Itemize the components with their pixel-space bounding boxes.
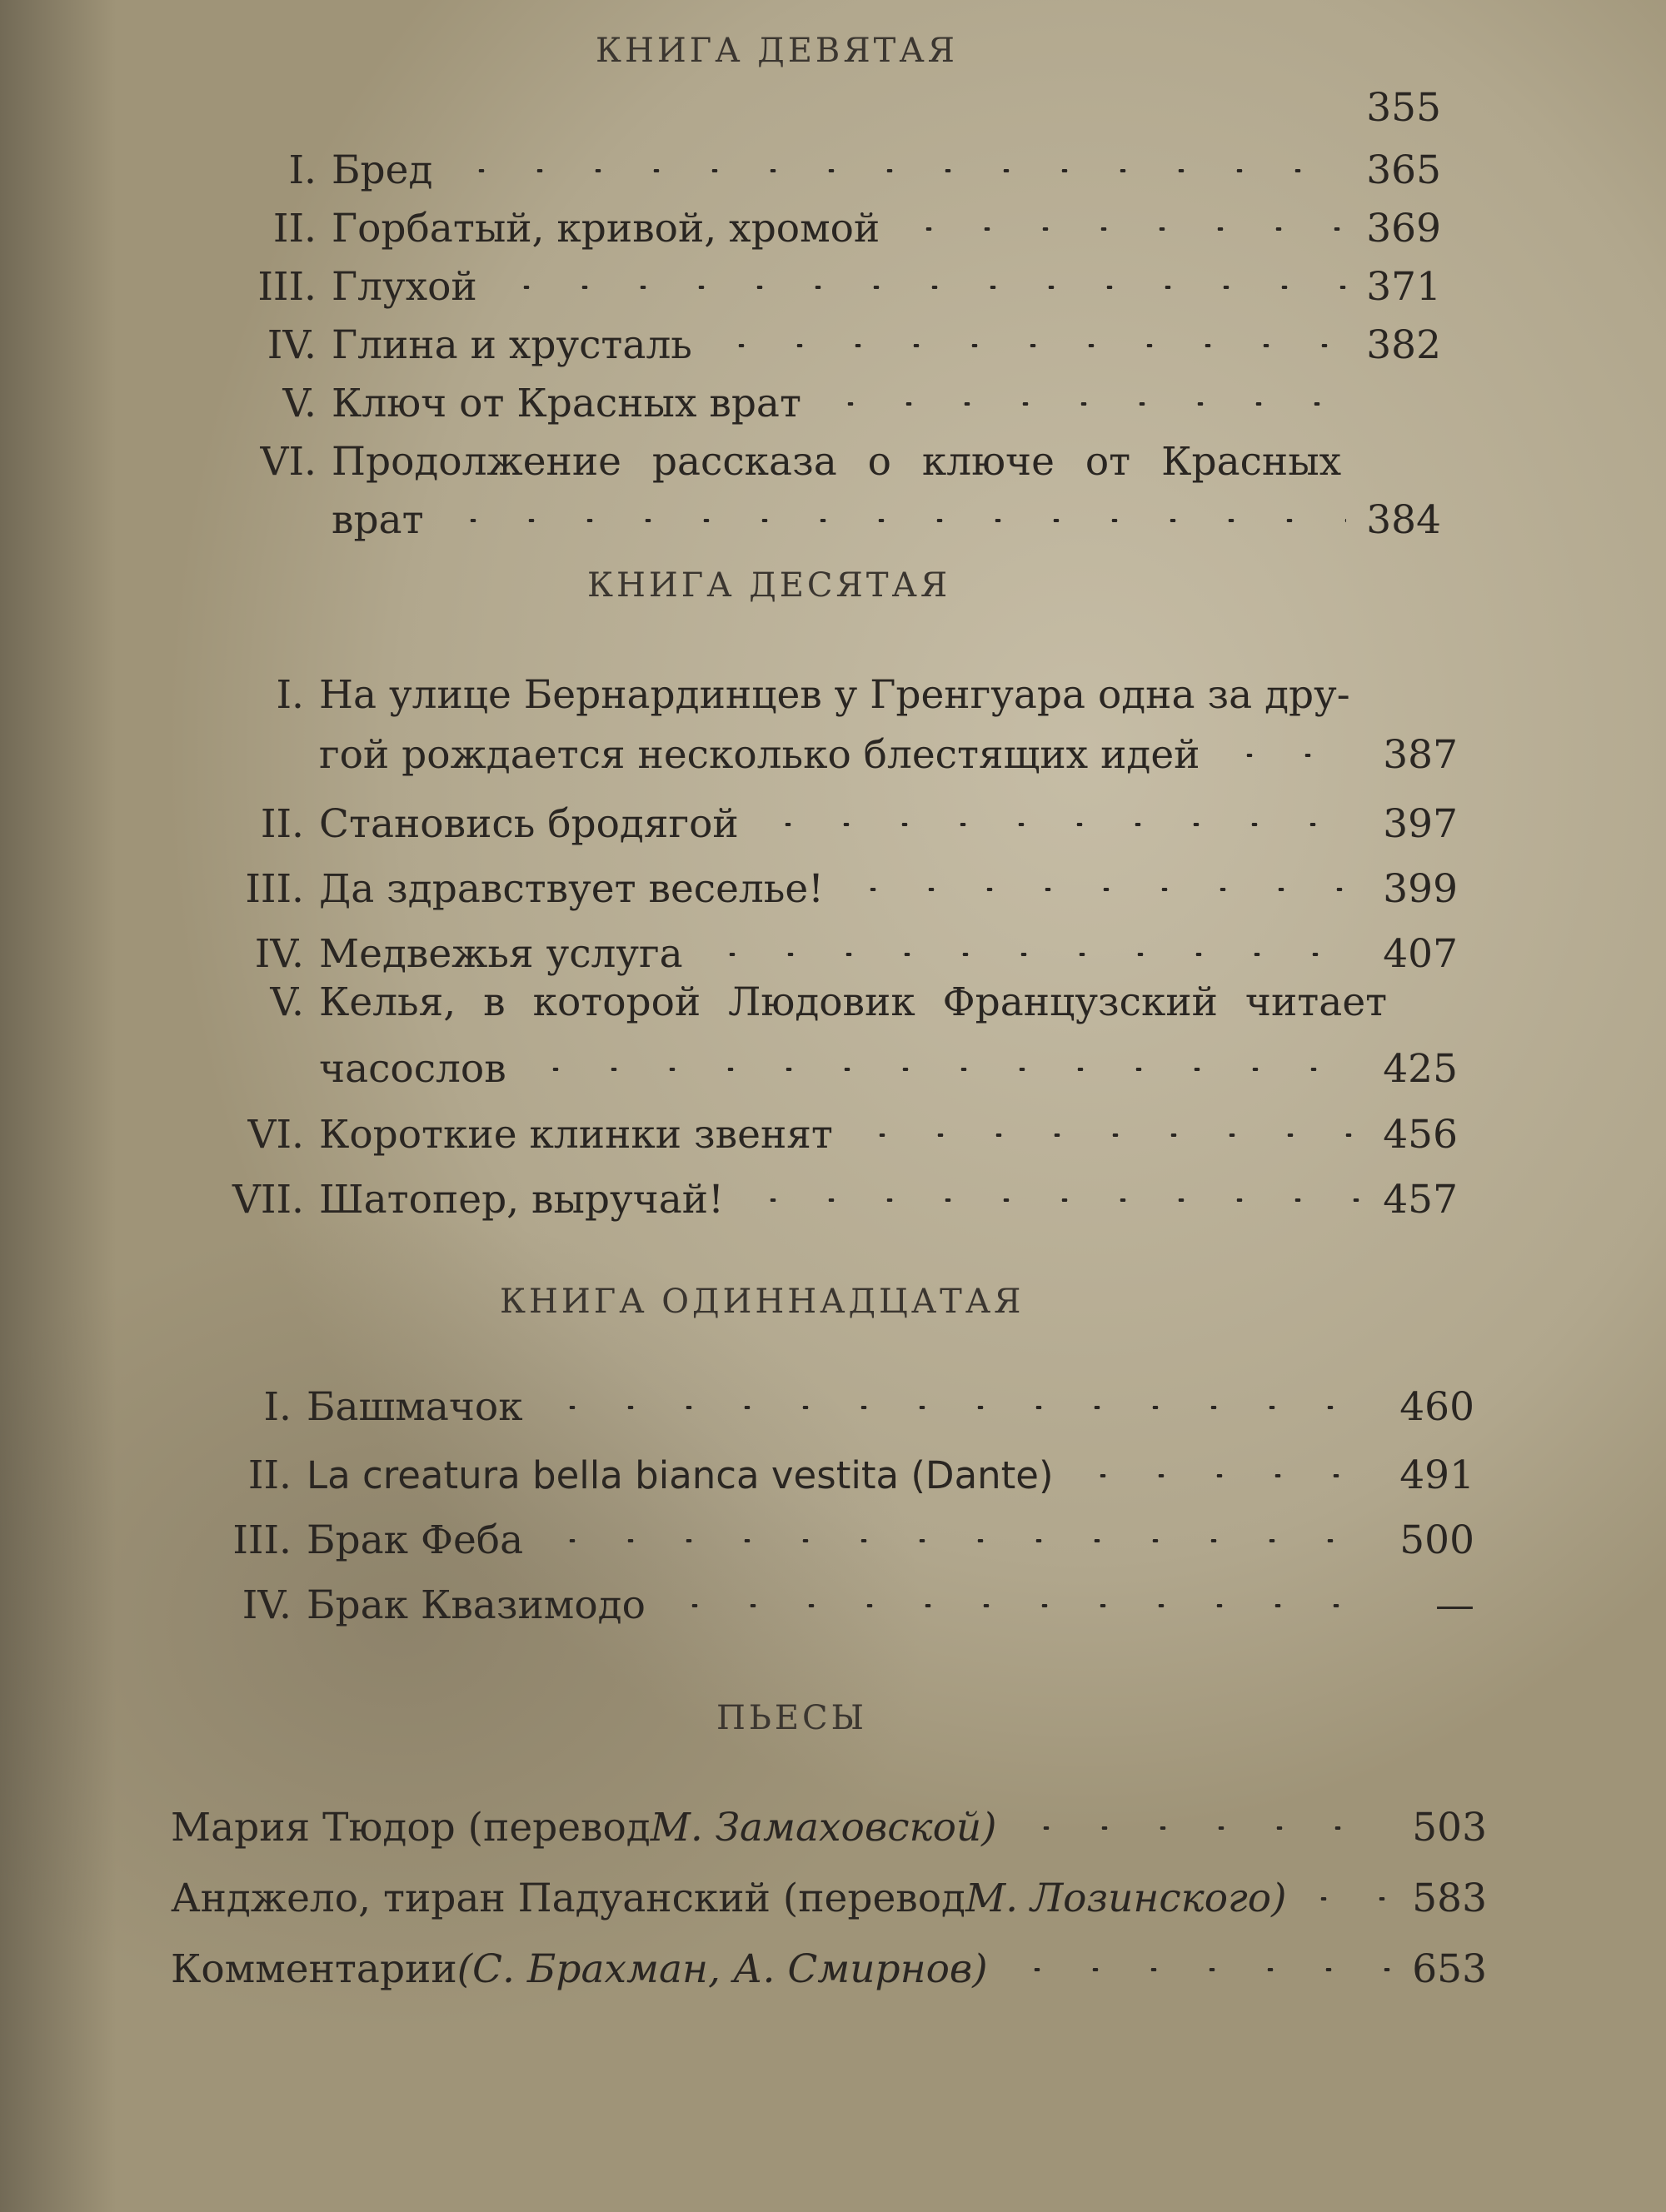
chapter-page: 371: [1366, 264, 1441, 310]
translator-name: М. Лозинского): [965, 1876, 1287, 1921]
play-page: 503: [1412, 1805, 1487, 1851]
leader-dots: [853, 1133, 1363, 1137]
leader-dots: [1008, 1968, 1392, 1971]
leader-dots: [666, 1604, 1379, 1607]
chapter-number: II.: [247, 1452, 292, 1498]
chapter-number: III.: [245, 866, 304, 912]
chapter-number: V.: [270, 979, 304, 1025]
leader-dots: [452, 169, 1346, 172]
chapter-title: Становись бродягой: [319, 801, 739, 847]
chapter-number: V.: [282, 381, 317, 426]
chapter-page: 369: [1366, 206, 1441, 252]
leader-dots: [900, 227, 1346, 231]
chapter-page: 387: [1383, 732, 1458, 778]
chapter-number: II.: [260, 801, 304, 847]
book10-heading: КНИГА ДЕСЯТАЯ: [587, 566, 951, 605]
commentary-authors: (С. Брахман, А. Смирнов): [456, 1946, 988, 1992]
chapter-page: 365: [1366, 147, 1441, 193]
leader-dots: [1294, 1897, 1404, 1901]
chapter-number: I.: [276, 672, 304, 718]
play-title: Анджело, тиран Падуанский (перевод: [171, 1876, 965, 1921]
chapter-title: La creatura bella bianca vestita (Dante): [307, 1453, 1054, 1497]
chapter-page: —: [1435, 1582, 1474, 1628]
chapter-number: IV.: [254, 931, 304, 977]
translator-name: М. Замаховской): [650, 1805, 997, 1851]
chapter-number: I.: [288, 147, 317, 193]
leader-dots: [712, 344, 1346, 347]
chapter-title: Брак Феба: [307, 1517, 524, 1563]
chapter-number: I.: [263, 1384, 292, 1430]
leader-dots: [1017, 1826, 1393, 1830]
chapter-title-line1: Продолжение рассказа о ключе от Красных: [332, 439, 1342, 485]
leader-dots: [543, 1406, 1379, 1409]
leader-dots: [497, 286, 1346, 289]
book9-heading: КНИГА ДЕВЯТАЯ: [596, 32, 958, 70]
chapter-page: 500: [1399, 1517, 1474, 1563]
chapter-page: 491: [1399, 1452, 1474, 1498]
chapter-title: Башмачок: [307, 1384, 523, 1430]
chapter-title: Короткие клинки звенят: [319, 1112, 833, 1158]
chapter-number: IV.: [242, 1582, 292, 1628]
chapter-page: 460: [1399, 1384, 1474, 1430]
chapter-title: Глина и хрусталь: [332, 322, 692, 368]
chapter-page: 456: [1383, 1112, 1458, 1158]
commentary-title: Комментарии: [171, 1946, 457, 1992]
chapter-page: 382: [1366, 322, 1441, 368]
leader-dots: [444, 519, 1346, 522]
page-shadow: [0, 0, 117, 2212]
chapter-title: Горбатый, кривой, хромой: [332, 206, 880, 252]
chapter-number: VI.: [247, 1112, 304, 1158]
leader-dots: [759, 823, 1363, 826]
leader-dots: [543, 1539, 1379, 1542]
chapter-page: 397: [1383, 801, 1458, 847]
chapter-number: IV.: [267, 322, 317, 368]
chapter-title: Да здравствует веселье!: [319, 866, 825, 912]
book11-heading: КНИГА ОДИННАДЦАТАЯ: [500, 1283, 1025, 1321]
chapter-title-line2: врат: [332, 497, 424, 543]
chapter-number: II.: [272, 206, 317, 252]
chapter-title: Глухой: [332, 264, 477, 310]
chapter-page: 384: [1366, 497, 1441, 543]
leader-dots: [821, 402, 1346, 406]
chapter-number: III.: [257, 264, 317, 310]
leader-dots: [744, 1198, 1363, 1202]
leader-dots: [1074, 1474, 1379, 1477]
chapter-page: 407: [1383, 931, 1458, 977]
chapter-title-line1: Келья, в которой Людовик Французский читает: [319, 979, 1388, 1025]
chapter-page: 399: [1383, 866, 1458, 912]
chapter-number: III.: [232, 1517, 292, 1563]
chapter-title-line2: часослов: [319, 1046, 506, 1092]
play-page: 583: [1412, 1876, 1487, 1921]
chapter-title-line1: На улице Бернардинцев у Гренгуара одна за дру-: [319, 672, 1350, 718]
leader-dots: [703, 953, 1363, 956]
chapter-title-line2: гой рождается несколько блестящих идей: [319, 732, 1200, 778]
chapter-title: Шатопер, выручай!: [319, 1177, 724, 1223]
plays-heading: ПЬЕСЫ: [716, 1699, 867, 1737]
chapter-page: 425: [1383, 1046, 1458, 1092]
chapter-title: Бред: [332, 147, 433, 193]
chapter-number: VII.: [232, 1177, 304, 1223]
commentary-page: 653: [1412, 1946, 1487, 1992]
chapter-number: VI.: [260, 439, 317, 485]
leader-dots: [526, 1068, 1363, 1071]
chapter-title: Брак Квазимодо: [307, 1582, 646, 1628]
chapter-page: 457: [1383, 1177, 1458, 1223]
leader-dots: [844, 888, 1363, 891]
chapter-title: Медвежья услуга: [319, 931, 683, 977]
leader-dots: [1220, 754, 1364, 757]
chapter-title: Ключ от Красных врат: [332, 381, 801, 426]
book9-heading-page: 355: [1366, 85, 1441, 131]
play-title: Мария Тюдор (перевод: [171, 1805, 651, 1851]
